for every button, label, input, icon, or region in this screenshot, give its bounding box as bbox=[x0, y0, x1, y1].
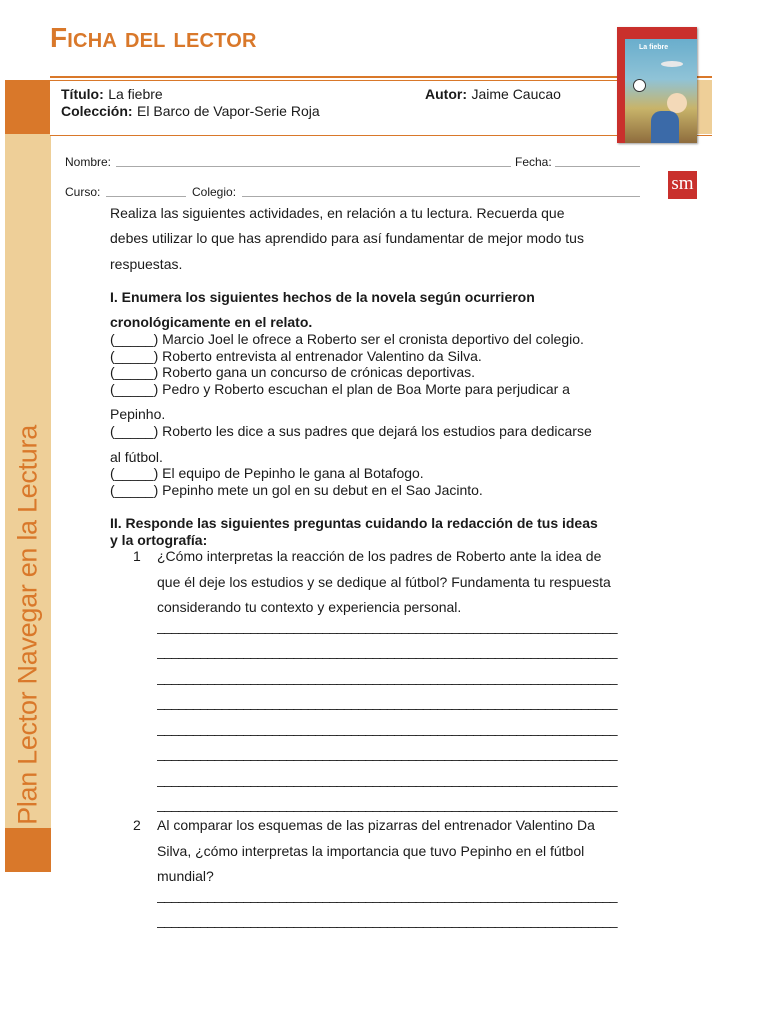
titulo-label: Título: bbox=[61, 86, 104, 102]
titulo-value: La fiebre bbox=[108, 86, 163, 102]
question-2-line-1: Al comparar los esquemas de las pizarras del entrenador Valentino Da bbox=[157, 817, 595, 833]
intro-line-2: debes utilizar lo que has aprendido para así fundamentar de mejor modo tus bbox=[110, 230, 584, 246]
intro-line-1: Realiza las siguientes actividades, en relación a tu lectura. Recuerda que bbox=[110, 205, 565, 221]
autor-label: Autor: bbox=[425, 86, 467, 102]
colegio-field[interactable] bbox=[242, 196, 640, 197]
event-item-4-cont: Pepinho. bbox=[110, 406, 166, 422]
event-item-5-cont: al fútbol. bbox=[110, 449, 163, 465]
autor-row bbox=[425, 86, 561, 104]
answer-1-line-1[interactable]: ________________________________________________________________ bbox=[157, 618, 617, 634]
book-cover-image bbox=[617, 27, 697, 143]
sm-logo: sm bbox=[668, 171, 697, 199]
cover-face-shape bbox=[667, 93, 687, 113]
answer-1-line-2[interactable]: ________________________________________________________________ bbox=[157, 643, 617, 659]
cover-top-band bbox=[625, 27, 697, 39]
answer-1-line-8[interactable]: ________________________________________________________________ bbox=[157, 796, 617, 812]
question-1-line-3: considerando tu contexto y experiencia personal. bbox=[157, 599, 462, 615]
question-2-line-2: Silva, ¿cómo interpretas la importancia que tuvo Pepinho en el fútbol bbox=[157, 843, 585, 859]
question-1-line-1: ¿Cómo interpretas la reacción de los padres de Roberto ante la idea de bbox=[157, 548, 602, 564]
answer-1-line-3[interactable]: ________________________________________________________________ bbox=[157, 669, 617, 685]
info-box-right-accent bbox=[697, 80, 712, 134]
fecha-label: Fecha: bbox=[515, 155, 552, 169]
answer-1-line-4[interactable]: ________________________________________________________________ bbox=[157, 694, 617, 710]
event-item-3: (_____) Roberto gana un concurso de crónicas deportivas. bbox=[110, 364, 475, 380]
section1-heading-2: cronológicamente en el relato. bbox=[110, 314, 313, 330]
sidebar-top-block bbox=[5, 80, 51, 134]
cover-plane-shape bbox=[661, 61, 683, 67]
event-item-1: (_____) Marcio Joel le ofrece a Roberto ser el cronista deportivo del colegio. bbox=[110, 331, 584, 347]
question-1-number: 1 bbox=[133, 548, 141, 564]
answer-2-line-2[interactable]: ________________________________________________________________ bbox=[157, 912, 617, 928]
colegio-label: Colegio: bbox=[192, 185, 237, 199]
header-rule bbox=[50, 76, 712, 78]
coleccion-label: Colección: bbox=[61, 103, 133, 119]
answer-1-line-7[interactable]: ________________________________________________________________ bbox=[157, 771, 617, 787]
cover-ball-shape bbox=[633, 79, 646, 92]
sidebar-bottom-block bbox=[5, 828, 51, 872]
question-1-line-2: que él deje los estudios y se dedique al fútbol? Fundamenta tu respuesta bbox=[157, 574, 611, 590]
event-item-4: (_____) Pedro y Roberto escuchan el plan de Boa Morte para perjudicar a bbox=[110, 381, 570, 397]
answer-1-line-6[interactable]: ________________________________________________________________ bbox=[157, 745, 617, 761]
event-item-6: (_____) El equipo de Pepinho le gana al Botafogo. bbox=[110, 465, 424, 481]
nombre-field[interactable] bbox=[116, 166, 511, 167]
question-2-line-3: mundial? bbox=[157, 868, 214, 884]
cover-body-shape bbox=[651, 111, 679, 143]
curso-field[interactable] bbox=[106, 196, 186, 197]
event-item-2: (_____) Roberto entrevista al entrenador Valentino da Silva. bbox=[110, 348, 482, 364]
page-title: Ficha del lector bbox=[50, 22, 257, 53]
autor-value: Jaime Caucao bbox=[471, 86, 561, 102]
event-item-5: (_____) Roberto les dice a sus padres que dejará los estudios para dedicarse bbox=[110, 423, 592, 439]
event-item-7: (_____) Pepinho mete un gol en su debut en el Sao Jacinto. bbox=[110, 482, 483, 498]
section2-heading-2: y la ortografía: bbox=[110, 532, 208, 548]
sidebar-label: Plan Lector Navegar en la Lectura bbox=[12, 425, 43, 825]
fecha-field[interactable] bbox=[555, 166, 640, 167]
cover-title: La fiebre bbox=[639, 44, 669, 51]
section1-heading-1: I. Enumera los siguientes hechos de la novela según ocurrieron bbox=[110, 289, 535, 305]
titulo-row bbox=[61, 86, 163, 104]
answer-2-line-1[interactable]: ________________________________________________________________ bbox=[157, 887, 617, 903]
cover-spine bbox=[617, 27, 625, 143]
curso-label: Curso: bbox=[65, 185, 101, 199]
coleccion-row bbox=[61, 103, 320, 121]
book-info-box bbox=[50, 80, 712, 136]
answer-1-line-5[interactable]: ________________________________________________________________ bbox=[157, 720, 617, 736]
question-2-number: 2 bbox=[133, 817, 141, 833]
nombre-label: Nombre: bbox=[65, 155, 112, 169]
intro-line-3: respuestas. bbox=[110, 256, 183, 272]
coleccion-value: El Barco de Vapor-Serie Roja bbox=[137, 103, 320, 119]
section2-heading-1: II. Responde las siguientes preguntas cuidando la redacción de tus ideas bbox=[110, 515, 598, 531]
